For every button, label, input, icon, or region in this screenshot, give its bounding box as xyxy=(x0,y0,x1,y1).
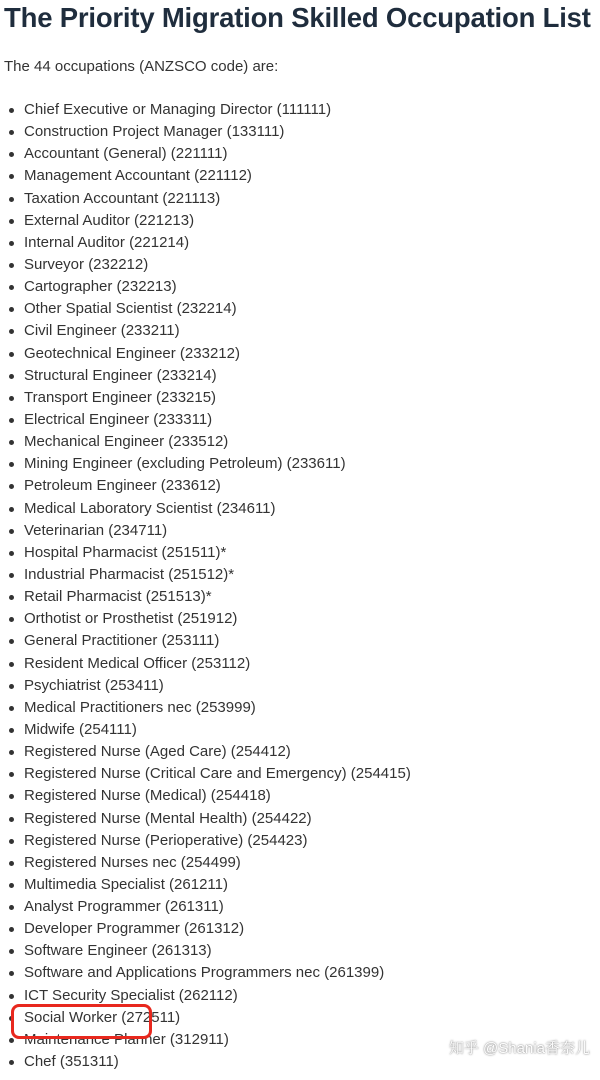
list-item xyxy=(0,918,411,940)
occupation-text: Resident Medical Officer (253112) xyxy=(24,654,251,672)
occupation-text: General Practitioner (253111) xyxy=(24,632,220,650)
list-item xyxy=(0,852,411,874)
occupation-text: Construction Project Manager (133111) xyxy=(24,123,285,141)
list-item xyxy=(0,143,411,165)
occupation-text: Other Spatial Scientist (232214) xyxy=(24,300,237,318)
list-item xyxy=(0,808,411,830)
bullet-icon xyxy=(9,484,14,489)
bullet-icon xyxy=(9,329,14,334)
list-item xyxy=(0,365,411,387)
list-item xyxy=(0,99,411,121)
list-item xyxy=(0,431,411,453)
bullet-icon xyxy=(9,927,14,932)
bullet-icon xyxy=(9,108,14,113)
list-item xyxy=(0,343,411,365)
bullet-icon xyxy=(9,130,14,135)
occupation-text: Surveyor (232212) xyxy=(24,255,149,273)
occupation-text: Psychiatrist (253411) xyxy=(24,676,164,694)
list-item xyxy=(0,608,411,630)
list-item xyxy=(0,520,411,542)
bullet-icon xyxy=(9,883,14,888)
occupation-text: Midwife (254111) xyxy=(24,720,137,738)
bullet-icon xyxy=(9,706,14,711)
bullet-icon xyxy=(9,728,14,733)
bullet-icon xyxy=(9,307,14,312)
occupation-text: Retail Pharmacist (251513)* xyxy=(24,588,212,606)
list-item xyxy=(0,741,411,763)
bullet-icon xyxy=(9,861,14,866)
occupation-text: Registered Nurse (Perioperative) (254423) xyxy=(24,831,308,849)
bullet-icon xyxy=(9,219,14,224)
social-worker-highlight-box xyxy=(11,1004,152,1039)
bullet-icon xyxy=(9,684,14,689)
occupation-text: Chief Executive or Managing Director (111111) xyxy=(24,101,332,118)
bullet-icon xyxy=(9,662,14,667)
bullet-icon xyxy=(9,905,14,910)
occupation-text: ICT Security Specialist (262112) xyxy=(24,986,238,1004)
list-item xyxy=(0,498,411,520)
occupation-text: Developer Programmer (261312) xyxy=(24,920,245,938)
bullet-icon xyxy=(9,772,14,777)
bullet-icon xyxy=(9,462,14,467)
occupation-text: Taxation Accountant (221113) xyxy=(24,189,221,207)
list-item xyxy=(0,121,411,143)
bullet-icon xyxy=(9,152,14,157)
list-item xyxy=(0,653,411,675)
list-item xyxy=(0,874,411,896)
occupation-text: Medical Laboratory Scientist (234611) xyxy=(24,499,276,517)
bullet-icon xyxy=(9,529,14,534)
occupation-text: Analyst Programmer (261311) xyxy=(24,898,224,916)
bullet-icon xyxy=(9,396,14,401)
list-item xyxy=(0,453,411,475)
occupation-text: Management Accountant (221112) xyxy=(24,167,252,185)
occupation-text: Industrial Pharmacist (251512)* xyxy=(24,565,235,583)
occupation-text: Chef (351311) xyxy=(24,1053,119,1071)
list-item xyxy=(0,1051,411,1073)
list-item xyxy=(0,962,411,984)
list-item xyxy=(0,830,411,852)
occupation-text: Electrical Engineer (233311) xyxy=(24,410,213,428)
list-item xyxy=(0,785,411,807)
list-item xyxy=(0,564,411,586)
bullet-icon xyxy=(9,285,14,290)
occupation-text: Multimedia Specialist (261211) xyxy=(24,875,228,893)
occupation-text: Orthotist or Prosthetist (251912) xyxy=(24,610,238,628)
list-item xyxy=(0,896,411,918)
watermark: 知乎 @Shania香奈儿 xyxy=(448,1040,590,1057)
occupation-list xyxy=(0,99,411,1073)
occupation-text: Mining Engineer (excluding Petroleum) (233611) xyxy=(24,455,346,473)
bullet-icon xyxy=(9,573,14,578)
occupation-text: External Auditor (221213) xyxy=(24,211,195,229)
bullet-icon xyxy=(9,595,14,600)
occupation-text: Internal Auditor (221214) xyxy=(24,233,190,251)
occupation-text: Software Engineer (261313) xyxy=(24,942,212,960)
list-item xyxy=(0,697,411,719)
bullet-icon xyxy=(9,440,14,445)
bullet-icon xyxy=(9,1060,14,1065)
bullet-icon xyxy=(9,750,14,755)
list-item xyxy=(0,542,411,564)
occupation-text: Mechanical Engineer (233512) xyxy=(24,433,229,451)
list-item xyxy=(0,232,411,254)
list-item xyxy=(0,630,411,652)
bullet-icon xyxy=(9,551,14,556)
occupation-text: Geotechnical Engineer (233212) xyxy=(24,344,240,362)
bullet-icon xyxy=(9,374,14,379)
occupation-text: Registered Nurse (Critical Care and Emergency) (254415) xyxy=(24,765,411,783)
occupation-text: Veterinarian (234711) xyxy=(24,521,168,539)
list-item xyxy=(0,719,411,741)
bullet-icon xyxy=(9,241,14,246)
occupation-text: Hospital Pharmacist (251511)* xyxy=(24,543,227,561)
occupation-text: Social Worker (272511) xyxy=(24,1008,181,1026)
list-item xyxy=(0,188,411,210)
occupation-text: Registered Nurse (Medical) (254418) xyxy=(24,787,271,805)
bullet-icon xyxy=(9,263,14,268)
bullet-icon xyxy=(9,817,14,822)
list-item xyxy=(0,320,411,342)
list-item xyxy=(0,475,411,497)
occupation-text: Registered Nurses nec (254499) xyxy=(24,853,241,871)
page-title: The Priority Migration Skilled Occupation List xyxy=(4,2,591,33)
bullet-icon xyxy=(9,971,14,976)
bullet-icon xyxy=(9,839,14,844)
list-item xyxy=(0,254,411,276)
intro-text: The 44 occupations (ANZSCO code) are: xyxy=(4,58,279,75)
list-item xyxy=(0,675,411,697)
list-item xyxy=(0,409,411,431)
bullet-icon xyxy=(9,949,14,954)
list-item xyxy=(0,276,411,298)
list-item xyxy=(0,387,411,409)
occupation-text: Registered Nurse (Aged Care) (254412) xyxy=(24,743,291,761)
occupation-text: Registered Nurse (Mental Health) (254422) xyxy=(24,809,312,827)
occupation-text: Structural Engineer (233214) xyxy=(24,366,217,384)
occupation-text: Transport Engineer (233215) xyxy=(24,388,217,406)
list-item xyxy=(0,210,411,232)
bullet-icon xyxy=(9,639,14,644)
occupation-text: Maintenance Planner (312911) xyxy=(24,1030,229,1048)
occupation-text: Petroleum Engineer (233612) xyxy=(24,477,221,495)
bullet-icon xyxy=(9,197,14,202)
occupation-text: Civil Engineer (233211) xyxy=(24,322,180,340)
list-item xyxy=(0,165,411,187)
bullet-icon xyxy=(9,507,14,512)
occupation-text: Cartographer (232213) xyxy=(24,278,177,296)
occupation-text: Software and Applications Programmers nec (261399) xyxy=(24,964,385,982)
list-item xyxy=(0,940,411,962)
bullet-icon xyxy=(9,1038,14,1043)
bullet-icon xyxy=(9,352,14,357)
occupation-text: Medical Practitioners nec (253999) xyxy=(24,698,256,716)
list-item xyxy=(0,298,411,320)
list-item xyxy=(0,763,411,785)
bullet-icon xyxy=(9,174,14,179)
list-item xyxy=(0,586,411,608)
bullet-icon xyxy=(9,418,14,423)
bullet-icon xyxy=(9,617,14,622)
occupation-text: Accountant (General) (221111) xyxy=(24,145,228,163)
bullet-icon xyxy=(9,794,14,799)
bullet-icon xyxy=(9,994,14,999)
